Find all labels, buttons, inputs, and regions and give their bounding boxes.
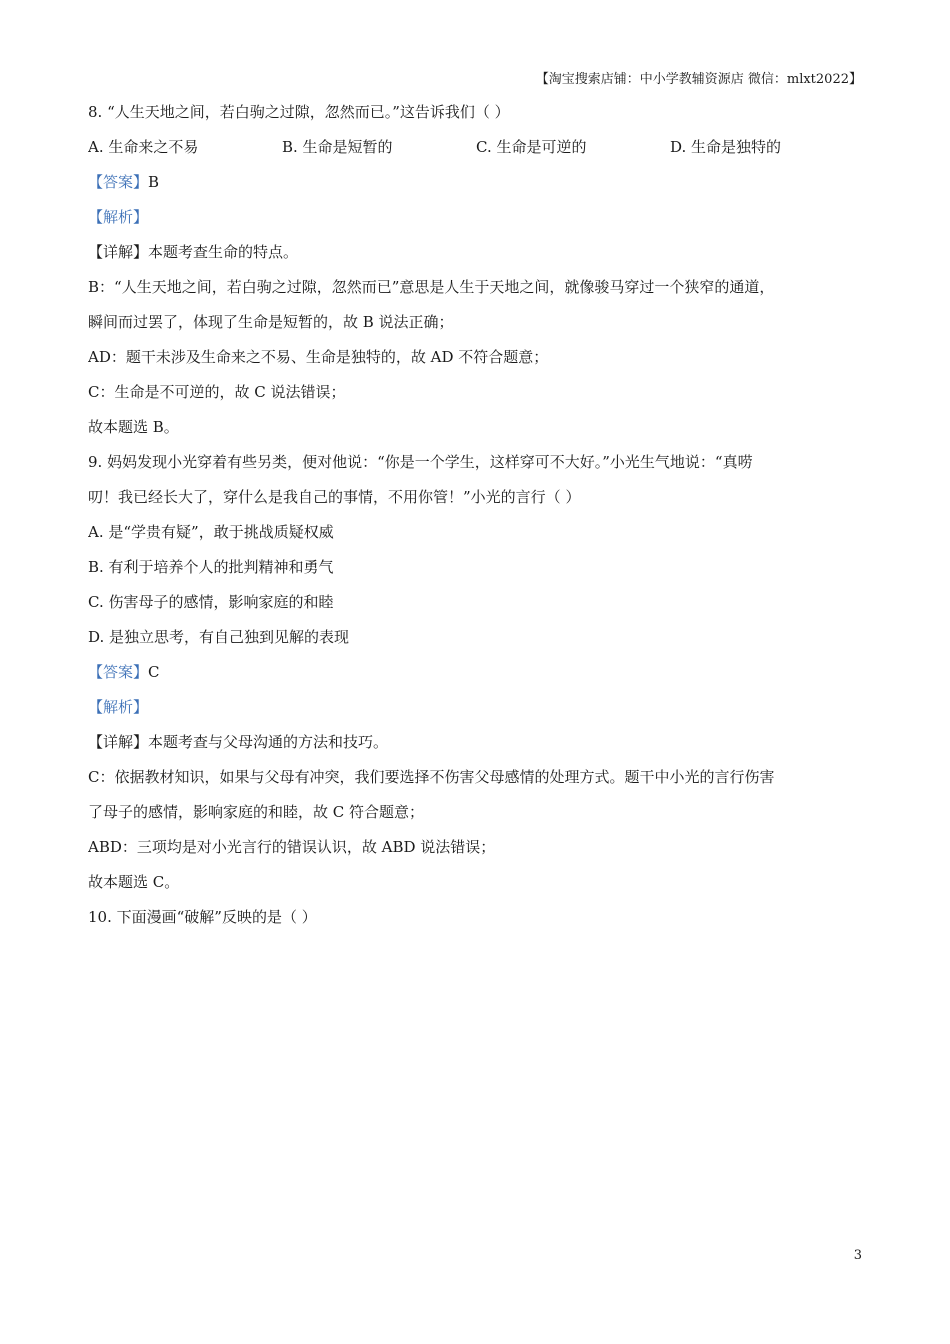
q9-answer [88, 661, 864, 696]
q9-stem-2: 叨！我已经长大了，穿什么是我自己的事情，不用你管！”小光的言行（ ） [88, 488, 581, 506]
q9-conclusion: 故本题选 C。 [88, 873, 180, 891]
q8-explanation-3: C：生命是不可逆的，故 C 说法错误； [88, 383, 346, 401]
q8-answer [88, 171, 864, 206]
q10-stem: 10. 下面漫画“破解”反映的是（ ） [88, 908, 317, 926]
answer-tag: 【答案】 [88, 173, 149, 191]
q9-option-d: D. 是独立思考，有自己独到见解的表现 [88, 628, 350, 646]
q9-option-a: A. 是“学贵有疑”，敢于挑战质疑权威 [88, 523, 334, 541]
q8-option-b: B. 生命是短暂的 [282, 138, 393, 156]
q9-explanation-2: ABD：三项均是对小光言行的错误认识，故 ABD 说法错误； [88, 838, 496, 856]
answer-tag: 【答案】 [88, 663, 149, 681]
q8-conclusion: 故本题选 B。 [88, 418, 179, 436]
header-note: 【淘宝搜索店铺：中小学教辅资源店 微信：mlxt2022】 [535, 72, 862, 87]
q9-option-b: B. 有利于培养个人的批判精神和勇气 [88, 558, 334, 576]
q9-option-c: C. 伤害母子的感情，影响家庭的和睦 [88, 593, 334, 611]
analysis-tag: 【解析】 [88, 698, 149, 716]
q8-answer-value: B [148, 173, 160, 191]
q8-options [88, 136, 864, 171]
q8-stem: 8. “人生天地之间，若白驹之过隙，忽然而已。”这告诉我们（ ） [88, 103, 510, 121]
q8-explanation-1a: B：“人生天地之间，若白驹之过隙，忽然而已”意思是人生于天地之间，就像骏马穿过一个狭窄的通道， [88, 278, 775, 296]
q8-analysis [88, 206, 864, 241]
q9-analysis [88, 696, 864, 731]
q9-detail: 【详解】本题考查与父母沟通的方法和技巧。 [88, 733, 389, 751]
q9-explanation-1a: C：依据教材知识，如果与父母有冲突，我们要选择不伤害父母感情的处理方式。题干中小光的言行伤害 [88, 768, 775, 786]
q8-detail: 【详解】本题考查生命的特点。 [88, 243, 299, 261]
q9-answer-value: C [148, 663, 160, 681]
q9-stem-1: 9. 妈妈发现小光穿着有些另类，便对他说：“你是一个学生，这样穿可不大好。”小光生气地说：“真唠 [88, 453, 753, 471]
q8-option-c: C. 生命是可逆的 [476, 138, 587, 156]
q8-explanation-2: AD：题干未涉及生命来之不易、生命是独特的，故 AD 不符合题意； [88, 348, 549, 366]
q8-option-a: A. 生命来之不易 [88, 138, 199, 156]
analysis-tag: 【解析】 [88, 208, 149, 226]
page-number: 3 [853, 1248, 862, 1263]
q8-option-d: D. 生命是独特的 [670, 138, 782, 156]
content-body [88, 101, 864, 941]
q8-explanation-1b: 瞬间而过罢了，体现了生命是短暂的，故 B 说法正确； [88, 313, 454, 331]
q9-explanation-1b: 了母子的感情，影响家庭的和睦，故 C 符合题意； [88, 803, 425, 821]
